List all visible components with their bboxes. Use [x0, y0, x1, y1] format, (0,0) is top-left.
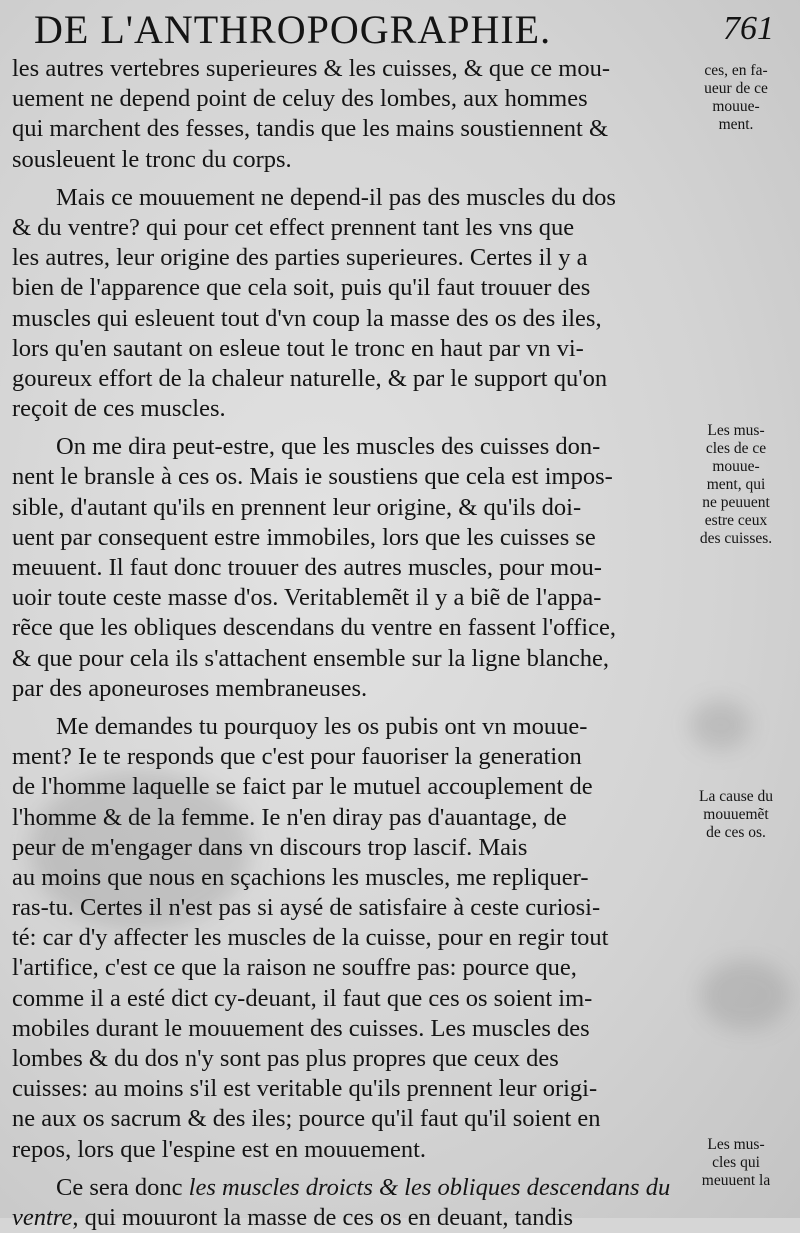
text-segment: Ce sera donc [56, 1173, 189, 1201]
text-line: uent par consequent estre immobiles, lors que les cuisses se [12, 523, 596, 551]
italic-segment: les muscles droicts & les obliques descendans du [188, 1173, 671, 1201]
margin-note [676, 788, 796, 842]
margin-note-line: ment. [718, 116, 754, 133]
water-stain [700, 960, 790, 1030]
margin-note-line: Les mus- [707, 1136, 765, 1153]
text-line: On me dira peut-estre, que les muscles des cuisses don- [56, 433, 601, 461]
text-line: peur de m'engager dans vn discours trop lascif. Mais [12, 833, 528, 861]
margin-note-line: ces, en fa- [704, 62, 768, 79]
text-line: au moins que nous en sçachions les muscles, me repliquer- [12, 863, 589, 891]
text-line: mobiles durant le mouuement des cuisses. Les muscles des [12, 1014, 590, 1042]
text-line: les autres vertebres superieures & les cuisses, & que ce mou- [12, 55, 611, 82]
text-line: lors qu'en sautant on esleue tout le tronc en haut par vn vi- [12, 334, 584, 362]
margin-note [676, 62, 796, 134]
text-line: té: car d'y affecter les muscles de la cuisse, pour en regir tout [12, 924, 609, 952]
margin-note-line: ueur de ce [704, 80, 768, 97]
margin-note-line: meuuent la [701, 1172, 771, 1189]
text-line: comme il a esté dict cy-deuant, il faut que ces os soient im- [12, 984, 593, 1012]
text-line: lombes & du dos n'y sont pas plus propres que ceux des [12, 1045, 559, 1072]
text-line: sousleuent le tronc du corps. [12, 145, 292, 173]
margin-note-line: cles qui [712, 1154, 760, 1171]
text-line: sible, d'autant qu'ils en prennent leur origine, & qu'ils doi- [12, 493, 582, 521]
text-line: ment? Ie te responds que c'est pour fauoriser la generation [12, 743, 582, 771]
text-line: les autres, leur origine des parties superieures. Certes il y a [12, 244, 588, 272]
text-line: l'artifice, c'est ce que la raison ne souffre pas: pource que, [12, 954, 577, 982]
text-line: de l'homme laquelle se faict par le mutuel accouplement de [12, 773, 593, 801]
margin-note-line: de ces os. [706, 824, 766, 841]
text-line: reçoit de ces muscles. [12, 395, 226, 423]
margin-note-line: mouuemẽt [703, 806, 769, 823]
text-line: bien de l'apparence que cela soit, puis qu'il faut trouuer des [12, 274, 591, 302]
text-line: uoir toute ceste masse d'os. Veritablemẽt il y a biẽ de l'appa- [12, 584, 602, 612]
running-title: DE L'ANTHROPOGRAPHIE. [34, 6, 552, 52]
text-line: ne aux os sacrum & des iles; pource qu'il faut qu'il soient en [12, 1105, 601, 1133]
text-line: meuuent. Il faut donc trouuer des autres muscles, pour mou- [12, 554, 602, 581]
margin-note-line: La cause du [698, 788, 774, 805]
margin-note-line: des cuisses. [699, 530, 773, 547]
margin-note-line: estre ceux [704, 512, 768, 529]
margin-note-line: ment, qui [706, 476, 766, 493]
margin-note-line: cles de ce [705, 440, 767, 457]
margin-note-line: ne peuuent [702, 494, 770, 511]
text-line: nent le bransle à ces os. Mais ie soustiens que cela est impos- [12, 463, 613, 491]
page-header [34, 6, 774, 52]
water-stain [690, 700, 750, 750]
margin-note-line: mouue- [712, 98, 760, 115]
italic-segment: ventre [12, 1203, 73, 1231]
text-line: uement ne depend point de celuy des lombes, aux hommes [12, 85, 588, 113]
text-line: l'homme & de la femme. Ie n'en diray pas d'auantage, de [12, 803, 567, 831]
main-text [12, 54, 672, 1233]
margin-note-line: Les mus- [707, 422, 765, 439]
margin-note [676, 1136, 796, 1190]
text-line: rẽce que les obliques descendans du ventre en fassent l'office, [12, 614, 616, 642]
text-line: & du ventre? qui pour cet effect prennent tant les vns que [12, 213, 575, 241]
text-line: Me demandes tu pourquoy les os pubis ont vn mouue- [56, 712, 588, 740]
text-line: goureux effort de la chaleur naturelle, & par le support qu'on [12, 364, 608, 392]
text-line: cuisses: au moins s'il est veritable qu'ils prennent leur origi- [12, 1075, 598, 1103]
text-line: repos, lors que l'espine est en mouuement. [12, 1135, 427, 1163]
page-number: 761 [723, 10, 774, 47]
text-segment: , qui mouuront la masse de ces os en deuant, tandis [72, 1203, 574, 1231]
margin-note-line: mouue- [712, 458, 760, 475]
text-line: muscles qui esleuent tout d'vn coup la masse des os des iles, [12, 304, 602, 332]
text-line: ras-tu. Certes il n'est pas si aysé de satisfaire à ceste curiosi- [12, 894, 601, 922]
text-line: par des aponeuroses membraneuses. [12, 674, 368, 702]
margin-note [676, 422, 796, 548]
text-line: & que pour cela ils s'attachent ensemble sur la ligne blanche, [12, 644, 609, 672]
text-line [12, 1173, 672, 1203]
text-line: Mais ce mouuement ne depend-il pas des muscles du dos [56, 183, 616, 211]
text-line: qui marchent des fesses, tandis que les mains soustiennent & [12, 115, 609, 143]
